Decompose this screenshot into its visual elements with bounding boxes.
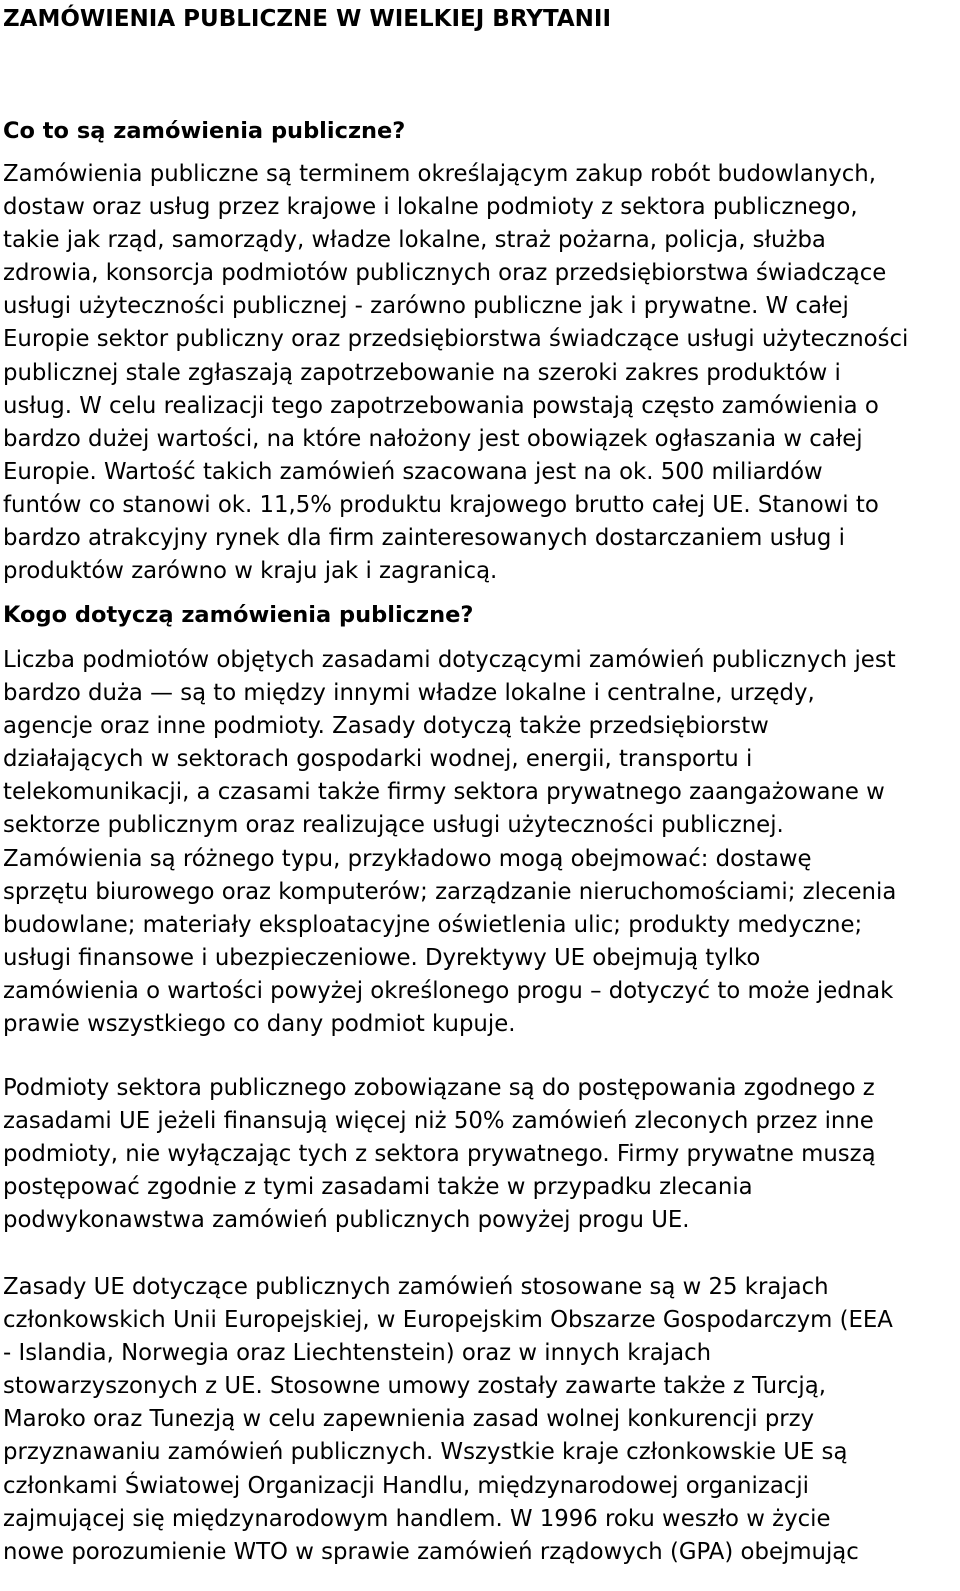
text-line: zasadami UE jeżeli finansują więcej niż 50% zamówień zleconych przez inne [3,1108,874,1135]
text-line: sprzętu biurowego oraz komputerów; zarządzanie nieruchomościami; zlecenia [3,878,897,905]
text-line: podwykonawstwa zamówień publicznych powyżej progu UE. [3,1207,690,1234]
text-line: publicznej stale zgłaszają zapotrzebowanie na szeroki zakres produktów i [3,359,841,386]
text-line: dostaw oraz usług przez krajowe i lokalne podmioty z sektora publicznego, [3,194,858,221]
text-line: sektorze publicznym oraz realizujące usługi użyteczności publicznej. [3,812,784,839]
text-line: postępować zgodnie z tymi zasadami także w przypadku zlecania [3,1174,753,1201]
text-line: takie jak rząd, samorządy, władze lokalne, straż pożarna, policja, służba [3,227,826,254]
paragraph-definition [3,158,958,588]
text-line: usług. W celu realizacji tego zapotrzebowania powstają często zamówienia o [3,392,879,419]
section-heading-who: Kogo dotyczą zamówienia publiczne? [3,602,474,628]
text-line: Zamówienia publiczne są terminem określającym zakup robót budowlanych, [3,161,877,187]
text-line: Zamówienia są różnego typu, przykładowo mogą obejmować: dostawę [3,845,812,872]
paragraph-countries [3,1271,958,1569]
text-line: funtów co stanowi ok. 11,5% produktu krajowego brutto całej UE. Stanowi to [3,491,879,518]
text-line: zdrowia, konsorcja podmiotów publicznych oraz przedsiębiorstwa świadczące [3,260,887,287]
text-line: Liczba podmiotów objętych zasadami dotyczącymi zamówień publicznych jest [3,647,896,673]
text-line: Europie sektor publiczny oraz przedsiębiorstwa świadczące usługi użyteczności [3,326,909,353]
paragraph-private-sector [3,1072,958,1237]
text-line: usługi finansowe i ubezpieczeniowe. Dyrektywy UE obejmują tylko [3,944,761,971]
text-line: członkowskich Unii Europejskiej, w Europejskim Obszarze Gospodarczym (EEA [3,1307,893,1334]
section-heading-what: Co to są zamówienia publiczne? [3,118,406,144]
text-line: telekomunikacji, a czasami także firmy sektora prywatnego zaangażowane w [3,779,885,806]
text-line: produktów zarówno w kraju jak i zagranicą. [3,558,498,585]
text-line: prawie wszystkiego co dany podmiot kupuje. [3,1011,516,1038]
text-line: przyznawaniu zamówień publicznych. Wszystkie kraje członkowskie UE są [3,1439,848,1466]
text-line: zamówienia o wartości powyżej określonego progu – dotyczyć to może jednak [3,977,894,1004]
text-line: członkami Światowej Organizacji Handlu, międzynarodowej organizacji [3,1472,809,1499]
text-line: - Islandia, Norwegia oraz Liechtenstein) oraz w innych krajach [3,1340,712,1367]
text-line: zajmującej się międzynarodowym handlem. W 1996 roku weszło w życie [3,1505,831,1532]
document-title: ZAMÓWIENIA PUBLICZNE W WIELKIEJ BRYTANII [3,6,612,32]
text-line: Podmioty sektora publicznego zobowiązane są do postępowania zgodnego z [3,1075,875,1101]
text-line: Zasady UE dotyczące publicznych zamówień stosowane są w 25 krajach [3,1274,829,1300]
text-line: stowarzyszonych z UE. Stosowne umowy zostały zawarte także z Turcją, [3,1373,826,1400]
text-line: usługi użyteczności publicznej - zarówno publiczne jak i prywatne. W całej [3,293,849,320]
text-line: agencje oraz inne podmioty. Zasady dotyczą także przedsiębiorstw [3,713,769,740]
text-line: budowlane; materiały eksploatacyjne oświetlenia ulic; produkty medyczne; [3,911,863,938]
text-line: bardzo duża — są to między innymi władze lokalne i centralne, urzędy, [3,680,815,707]
text-line: podmioty, nie wyłączając tych z sektora prywatnego. Firmy prywatne muszą [3,1141,876,1168]
text-line: nowe porozumienie WTO w sprawie zamówień rządowych (GPA) obejmując [3,1538,859,1565]
text-line: Maroko oraz Tunezją w celu zapewnienia zasad wolnej konkurencji przy [3,1406,815,1433]
text-line: działających w sektorach gospodarki wodnej, energii, transportu i [3,746,753,773]
text-line: bardzo dużej wartości, na które nałożony jest obowiązek ogłaszania w całej [3,425,863,452]
paragraph-entities [3,644,958,1041]
text-line: bardzo atrakcyjny rynek dla firm zainteresowanych dostarczaniem usług i [3,525,845,552]
text-line: Europie. Wartość takich zamówień szacowana jest na ok. 500 miliardów [3,458,823,485]
